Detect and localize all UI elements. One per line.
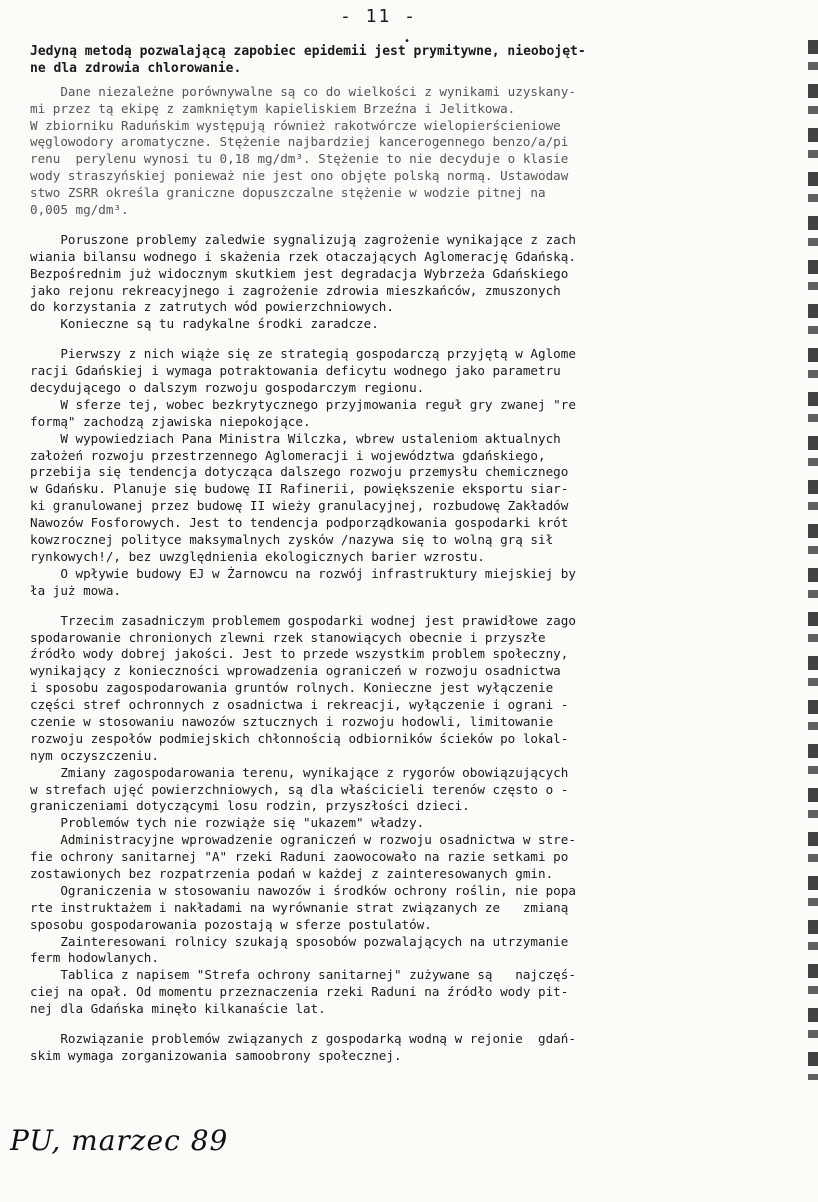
text-line: nym oczyszczeniu. bbox=[30, 747, 159, 763]
scan-dot: • bbox=[404, 36, 411, 47]
text-line: Problemów tych nie rozwiąże się "ukazem" władzy. bbox=[30, 815, 425, 831]
text-line: kowzrocznej polityce maksymalnych zysków /nazywa się to wolną grą sił bbox=[30, 532, 554, 548]
text-line: ciej na opał. Od momentu przeznaczenia rzeki Raduni na źródło wody pit- bbox=[30, 984, 569, 1000]
text-line: czenie w stosowaniu nawozów sztucznych i rozwoju hodowli, limitowanie bbox=[30, 713, 554, 729]
text-line: Nawozów Fosforowych. Jest to tendencja podporządkowania gospodarki krót bbox=[30, 515, 569, 531]
text-line: rynkowych!/, bez uwzględnienia ekologicznych barier wzrostu. bbox=[30, 548, 485, 564]
text-line: formą" zachodzą zjawiska niepokojące. bbox=[30, 413, 311, 429]
text-line: O wpływie budowy EJ w Żarnowcu na rozwój infrastruktury miejskiej by bbox=[30, 565, 576, 581]
text-line: sposobu gospodarowania pozostają w sferze postulatów. bbox=[30, 916, 432, 932]
page-number: - 11 - bbox=[340, 6, 418, 27]
text-line: Konieczne są tu radykalne środki zaradcze. bbox=[30, 316, 379, 332]
text-line: rte instruktażem i nakładami na wyrównanie strat związanych ze zmianą bbox=[30, 899, 569, 915]
text-line: części stref ochronnych z osadnictwa i rekreacji, wyłączenie i ograni - bbox=[30, 697, 569, 713]
text-line: Dane niezależne porównywalne są co do wielkości z wynikami uzyskany- bbox=[30, 83, 576, 99]
text-line: w strefach ujęć powierzchniowych, są dla właścicieli terenów często o - bbox=[30, 781, 569, 797]
text-line: skim wymaga zorganizowania samoobrony społecznej. bbox=[30, 1047, 402, 1063]
text-line: Ograniczenia w stosowaniu nawozów i środków ochrony roślin, nie popa bbox=[30, 882, 576, 898]
text-line: ne dla zdrowia chlorowanie. bbox=[30, 60, 242, 76]
text-line: Jedyną metodą pozwalającą zapobiec epidemii jest prymitywne, nieobojęt- bbox=[30, 44, 586, 59]
text-line: spodarowanie chronionych zlewni rzek stanowiących obecnie i przyszłe bbox=[30, 629, 546, 645]
text-line: rozwoju zespołów podmiejskich chłonnością odbiorników ścieków po lokal- bbox=[30, 730, 569, 746]
paragraph bbox=[30, 346, 800, 599]
text-line: W sferze tej, wobec bezkrytycznego przyjmowania reguł gry zwanej "re bbox=[30, 396, 576, 412]
text-line: przebija się tendencja dotycząca dalszego rozwoju przemysłu chemicznego bbox=[30, 464, 569, 480]
text-line: Rozwiązanie problemów związanych z gospodarką wodną w rejonie gdań- bbox=[30, 1030, 576, 1046]
text-line: wynikający z konieczności wprowadzenia ograniczeń w rozwoju osadnictwa bbox=[30, 663, 561, 679]
text-line: źródło wody dobrej jakości. Jest to przede wszystkim problem społeczny, bbox=[30, 646, 569, 662]
text-line: W wypowiedziach Pana Ministra Wilczka, wbrew ustaleniom aktualnych bbox=[30, 430, 561, 446]
text-line: stwo ZSRR określa graniczne dopuszczalne stężenie w wodzie pitnej na bbox=[30, 185, 546, 201]
text-line: mi przez tą ekipę z zamkniętym kapieliskiem Brzeźna i Jelitkowa. bbox=[30, 100, 516, 116]
text-line: racji Gdańskiej i wymaga potraktowania deficytu wodnego jako parametru bbox=[30, 363, 561, 379]
text-line: W zbiorniku Raduńskim występują również rakotwórcze wielopierścieniowe bbox=[30, 117, 561, 133]
paragraph-gap bbox=[30, 333, 800, 346]
text-line: wody straszyńskiej ponieważ nie jest ono objęte polską normą. Ustawodaw bbox=[30, 168, 569, 184]
text-line: i sposobu zagospodarowania gruntów rolnych. Konieczne jest wyłączenie bbox=[30, 680, 554, 696]
text-line: graniczeniami dotyczącymi losu rodzin, przyszłości dzieci. bbox=[30, 798, 470, 814]
paragraph-gap bbox=[30, 600, 800, 613]
text-line: założeń rozwoju przestrzennego Aglomeracji i województwa gdańskiego, bbox=[30, 447, 546, 463]
text-line: 0,005 mg/dm³. bbox=[30, 202, 129, 218]
paragraph-gap bbox=[30, 219, 800, 232]
text-line: do korzystania z zatrutych wód powierzchniowych. bbox=[30, 299, 394, 315]
paragraph bbox=[30, 44, 800, 78]
text-line: Zmiany zagospodarowania terenu, wynikające z rygorów obowiązujących bbox=[30, 764, 569, 780]
document-body bbox=[30, 44, 800, 1065]
text-line: Tablica z napisem "Strefa ochrony sanitarnej" zużywane są najczęś- bbox=[30, 967, 576, 983]
paragraph bbox=[30, 1031, 800, 1065]
text-line: ła już mowa. bbox=[30, 582, 121, 598]
handwritten-note: PU, marzec 89 bbox=[10, 1124, 229, 1157]
scan-edge-marks bbox=[808, 40, 818, 1080]
text-line: nej dla Gdańska minęło kilkanaście lat. bbox=[30, 1001, 326, 1017]
text-line: węglowodory aromatyczne. Stężenie najbardziej kancerogennego benzo/a/pi bbox=[30, 134, 569, 150]
text-line: Pierwszy z nich wiąże się ze strategią gospodarczą przyjętą w Aglome bbox=[30, 346, 576, 362]
paragraph bbox=[30, 232, 800, 333]
paragraph-gap bbox=[30, 1018, 800, 1031]
text-line: ferm hodowlanych. bbox=[30, 950, 159, 966]
text-line: Trzecim zasadniczym problemem gospodarki wodnej jest prawidłowe zago bbox=[30, 612, 576, 628]
text-line: jako rejonu rekreacyjnego i zagrożenie zdrowia mieszkańców, zmuszonych bbox=[30, 282, 561, 298]
text-line: Bezpośrednim już widocznym skutkiem jest degradacja Wybrzeża Gdańskiego bbox=[30, 265, 569, 281]
paragraph bbox=[30, 84, 800, 219]
text-line: ki granulowanej przez budowę II wieży granulacyjnej, rozbudowę Zakładów bbox=[30, 498, 569, 514]
text-line: w Gdańsku. Planuje się budowę II Rafinerii, powiększenie eksportu siar- bbox=[30, 481, 569, 497]
paragraph bbox=[30, 613, 800, 1018]
text-line: zostawionych bez rozpatrzenia podań w każdej z zainteresowanych gmin. bbox=[30, 865, 554, 881]
text-line: Zainteresowani rolnicy szukają sposobów pozwalających na utrzymanie bbox=[30, 933, 569, 949]
text-line: Poruszone problemy zaledwie sygnalizują zagrożenie wynikające z zach bbox=[30, 231, 576, 247]
text-line: renu perylenu wynosi tu 0,18 mg/dm³. Stężenie to nie decyduje o klasie bbox=[30, 151, 569, 167]
text-line: wiania bilansu wodnego i skażenia rzek otaczających Aglomerację Gdańską. bbox=[30, 248, 576, 264]
text-line: Administracyjne wprowadzenie ograniczeń w rozwoju osadnictwa w stre- bbox=[30, 832, 576, 848]
text-line: fie ochrony sanitarnej "A" rzeki Raduni zaowocowało na razie setkami po bbox=[30, 849, 569, 865]
text-line: decydującego o dalszym rozwoju gospodarczym regionu. bbox=[30, 380, 425, 396]
